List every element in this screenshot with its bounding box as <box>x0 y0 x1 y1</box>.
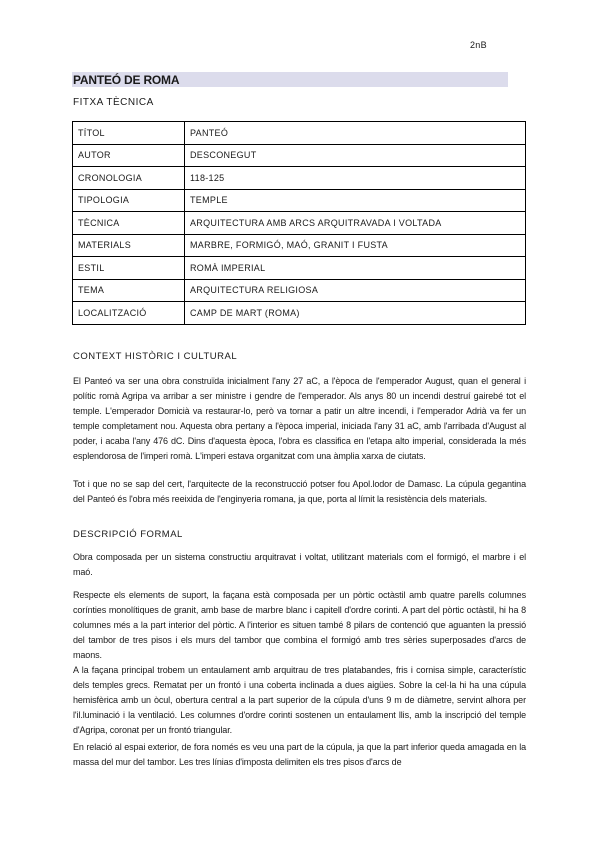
table-key: CRONOLOGIA <box>73 167 185 190</box>
table-row <box>73 122 526 145</box>
descripcio-paragraph-3: A la façana principal trobem un entaulament amb arquitrau de tres platabandes, fris i cornisa simple, característic dels temples grecs. Rematat per un frontó i una coberta inclinada a dues aigües. Sobre la cel·la hi ha una cúpula hemisfèrica amb un òcul, obertura central a la part superior de la cúpula d'uns 9 m de diàmetre, servint alhora per l'il.luminació i la ventilació. Les columnes d'ordre corinti sostenen un entaulament llis, amb la inscripció del temple d'Agripa, coronat per un frontó triangular. <box>73 665 526 735</box>
table-row <box>73 144 526 167</box>
table-value: DESCONEGUT <box>185 144 526 167</box>
descripcio-heading: DESCRIPCIÓ FORMAL <box>73 529 183 540</box>
table-value: CAMP DE MART (ROMA) <box>185 302 526 325</box>
descripcio-paragraph-4: En relació al espai exterior, de fora només es veu una part de la cúpula, ja que la part inferior queda amagada en la massa del mur del tambor. Les tres línias d'imposta delimiten els tres pisos d'arcs de <box>73 742 526 767</box>
table-row <box>73 302 526 325</box>
table-value: MARBRE, FORMIGÓ, MAÓ, GRANIT I FUSTA <box>185 234 526 257</box>
table-key: AUTOR <box>73 144 185 167</box>
descripcio-paragraph-1: Obra composada per un sistema constructiu arquitravat i voltat, utilitzant materials com el formigó, el marbre i el maó. <box>73 552 526 577</box>
table-row <box>73 167 526 190</box>
table-key: TEMA <box>73 279 185 302</box>
table-row <box>73 234 526 257</box>
context-paragraph-2: Tot i que no se sap del cert, l'arquitecte de la reconstrucció potser fou Apol.lodor de Damasc. La cúpula gegantina del Panteó és l'obra més reeixida de l'enginyeria romana, ja que, porta al límit la resistència dels materials. <box>73 479 526 504</box>
page-label: 2nB <box>470 40 487 50</box>
fitxa-tecnica-table <box>72 121 526 325</box>
table-row <box>73 189 526 212</box>
table-value: TEMPLE <box>185 189 526 212</box>
table-value: ARQUITECTURA AMB ARCS ARQUITRAVADA I VOLTADA <box>185 212 526 235</box>
descripcio-paragraph-2: Respecte els elements de suport, la façana està composada per un pòrtic octàstil amb quatre parells columnes corínties monolítiques de granit, amb base de marbre blanc i capitell d'ordre corinti. A part del pòrtic octàstil, hi ha 8 columnes més a la part interior del pòrtic. A l'interior es situen també 8 pilars de contenció que aguanten la pressió del tambor de tres pisos i els murs del tambor que combina el formigó amb tres sèries superposades d'arcs de maons. <box>73 590 526 660</box>
table-key: TÈCNICA <box>73 212 185 235</box>
table-key: MATERIALS <box>73 234 185 257</box>
table-key: TÍTOL <box>73 122 185 145</box>
page-title: PANTEÓ DE ROMA <box>73 73 180 87</box>
table-key: TIPOLOGIA <box>73 189 185 212</box>
table-value: ARQUITECTURA RELIGIOSA <box>185 279 526 302</box>
title-bar <box>72 72 508 87</box>
table-key: ESTIL <box>73 257 185 280</box>
table-value: PANTEÓ <box>185 122 526 145</box>
context-paragraph-1: El Panteó va ser una obra construïda inicialment l'any 27 aC, a l'època de l'emperador August, quan el general i polític romà Agripa va arribar a ser ministre i gendre de l'emperador. Als anys 80 un incendi destruí gairebé tot el temple. L'emperador Domicià va restaurar-lo, però va tornar a patir un altre incendi, i l'emperador Adrià va fer un temple completament nou. Aquesta obra pertany a l'època imperial, iniciada l'any 31 aC, amb l'arribada d'August al poder, i acaba l'any 476 dC. Dins d'aquesta època, l'obra es classifica en l'etapa alto imperial, considerada la més esplendorosa de l'imperi romà. L'imperi estava organitzat com una àmplia xarxa de ciutats. <box>73 376 526 461</box>
table-value: 118-125 <box>185 167 526 190</box>
table-key: LOCALITZACIÓ <box>73 302 185 325</box>
table-row <box>73 279 526 302</box>
fitxa-tecnica-heading: FITXA TÈCNICA <box>73 97 154 108</box>
table-row <box>73 257 526 280</box>
context-heading: CONTEXT HISTÒRIC I CULTURAL <box>73 351 238 362</box>
table-row <box>73 212 526 235</box>
table-value: ROMÀ IMPERIAL <box>185 257 526 280</box>
